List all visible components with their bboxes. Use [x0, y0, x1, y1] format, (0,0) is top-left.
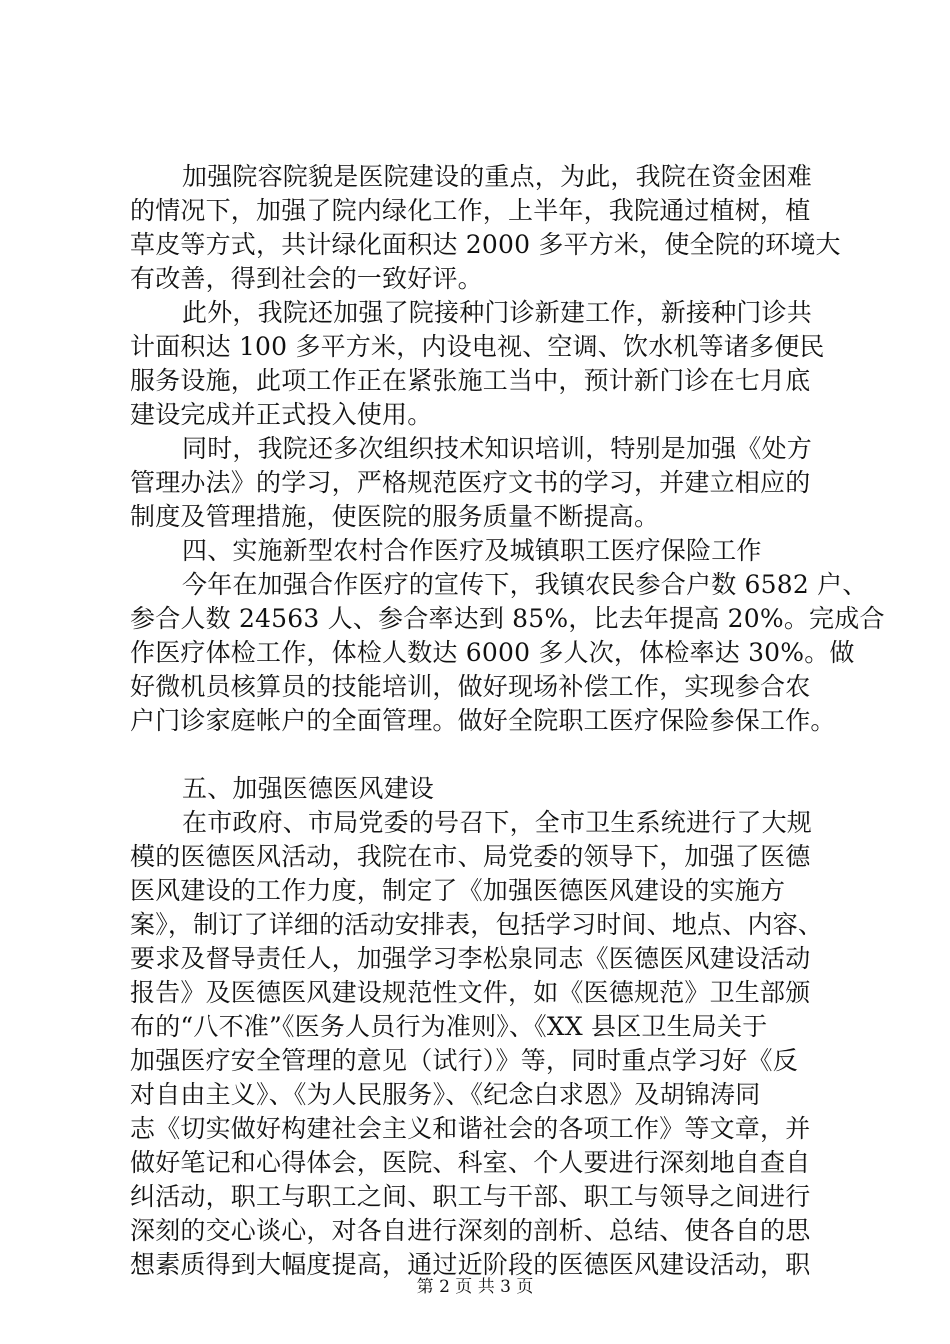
text-line: 布的“八不准”《医务人员行为准则》、《XX 县区卫生局关于	[130, 1012, 768, 1041]
text-line: 参合人数 24563 人、参合率达到 85%，比去年提高 20%。完成合	[130, 604, 885, 633]
text-line: 志《切实做好构建社会主义和谐社会的各项工作》等文章，并	[130, 1114, 811, 1143]
text-line: 报告》及医德医风建设规范性文件，如《医德规范》卫生部颁	[130, 978, 811, 1007]
section-heading-4	[130, 534, 830, 568]
paragraph-spacer	[130, 738, 830, 772]
text-line: 作医疗体检工作，体检人数达 6000 多人次，体检率达 30%。做	[130, 638, 855, 667]
text-line: 今年在加强合作医疗的宣传下，我镇农民参合户数 6582 户、	[182, 570, 868, 599]
paragraph-training	[130, 432, 830, 534]
text-line: 草皮等方式，共计绿化面积达 2000 多平方米，使全院的环境大	[130, 230, 841, 259]
text-line: 模的医德医风活动，我院在市、局党委的领导下，加强了医德	[130, 842, 811, 871]
text-line: 深刻的交心谈心，对各自进行深刻的剖析、总结、使各自的思	[130, 1216, 811, 1245]
text-line: 案》，制订了详细的活动安排表，包括学习时间、地点、内容、	[130, 910, 824, 939]
document-body	[130, 160, 885, 1282]
text-line: 对自由主义》、《为人民服务》、《纪念白求恩》及胡锦涛同	[130, 1080, 761, 1109]
text-line: 建设完成并正式投入使用。	[130, 400, 433, 429]
text-line: 管理办法》的学习，严格规范医疗文书的学习，并建立相应的	[130, 468, 811, 497]
text-line: 加强院容院貌是医院建设的重点，为此，我院在资金困难	[182, 162, 813, 191]
section-heading-5	[130, 772, 830, 806]
text-line: 在市政府、市局党委的号召下，全市卫生系统进行了大规	[182, 808, 813, 837]
text-line: 做好笔记和心得体会，医院、科室、个人要进行深刻地自查自	[130, 1148, 811, 1177]
text-line: 的情况下，加强了院内绿化工作，上半年，我院通过植树，植	[130, 196, 811, 225]
paragraph-vaccination-clinic	[130, 296, 830, 432]
text-line: 想素质得到大幅度提高，通过近阶段的医德医风建设活动，职	[130, 1250, 811, 1279]
paragraph-greening	[130, 160, 841, 296]
text-line: 要求及督导责任人，加强学习李松泉同志《医德医风建设活动	[130, 944, 811, 973]
paragraph-medical-ethics	[130, 806, 830, 1282]
paragraph-cooperative-medical	[130, 568, 885, 738]
section-heading: 五、加强医德医风建设	[182, 774, 435, 803]
text-line: 此外，我院还加强了院接种门诊新建工作，新接种门诊共	[182, 298, 813, 327]
text-line: 服务设施，此项工作正在紧张施工当中，预计新门诊在七月底	[130, 366, 811, 395]
text-line: 医风建设的工作力度，制定了《加强医德医风建设的实施方	[130, 876, 786, 905]
section-heading: 四、实施新型农村合作医疗及城镇职工医疗保险工作	[182, 536, 762, 565]
text-line: 有改善，得到社会的一致好评。	[130, 264, 483, 293]
text-line: 同时，我院还多次组织技术知识培训，特别是加强《处方	[182, 434, 813, 463]
text-line: 户门诊家庭帐户的全面管理。做好全院职工医疗保险参保工作。	[130, 706, 836, 735]
text-line: 制度及管理措施，使医院的服务质量不断提高。	[130, 502, 660, 531]
text-line: 计面积达 100 多平方米，内设电视、空调、饮水机等诸多便民	[130, 332, 825, 361]
text-line: 纠活动，职工与职工之间、职工与干部、职工与领导之间进行	[130, 1182, 811, 1211]
page-number-footer: 第 2 页 共 3 页	[416, 1277, 534, 1297]
text-line: 好微机员核算员的技能培训，做好现场补偿工作，实现参合农	[130, 672, 811, 701]
text-line: 加强医疗安全管理的意见（试行）》等，同时重点学习好《反	[130, 1046, 798, 1075]
